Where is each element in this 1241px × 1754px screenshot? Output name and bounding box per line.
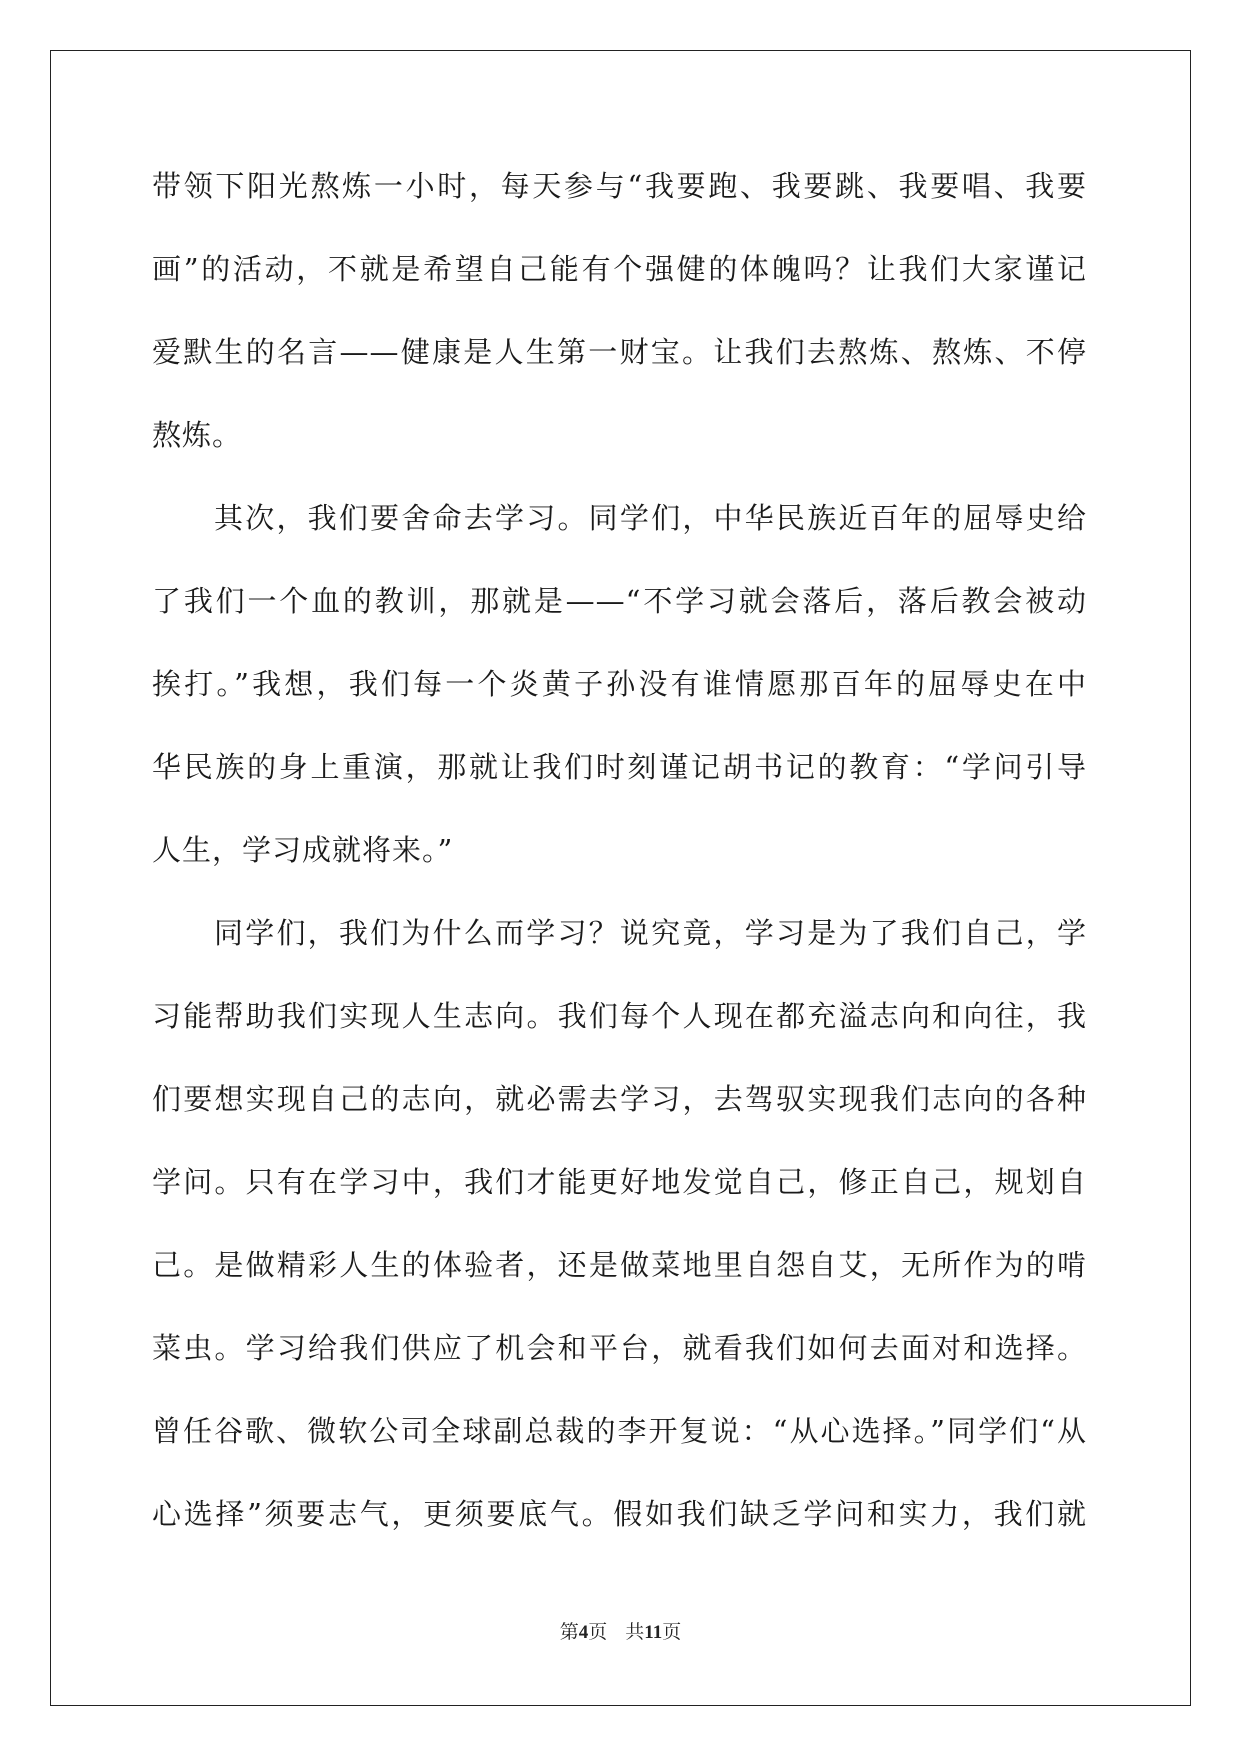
total-page-number: 11 [644,1622,663,1643]
text-line: 熬炼。 [152,418,243,452]
current-page-number: 4 [578,1622,589,1643]
document-body [152,165,1087,1576]
text-line: 习能帮助我们实现人生志向。我们每个人现在都充溢志向和向往，我 [152,999,1087,1033]
total-suffix: 页 [662,1622,682,1643]
page-prefix: 第 [559,1622,579,1643]
text-line: 爱默生的名言——健康是人生第一财宝。让我们去熬炼、熬炼、不停 [152,335,1087,369]
text-line: 画”的活动，不就是希望自己能有个强健的体魄吗？让我们大家谨记 [152,252,1087,286]
text-line: 同学们，我们为什么而学习？说究竟，学习是为了我们自己，学 [214,916,1087,950]
text-line: 心选择”须要志气，更须要底气。假如我们缺乏学问和实力，我们就 [152,1497,1087,1531]
text-line: 其次，我们要舍命去学习。同学们，中华民族近百年的屈辱史给 [214,501,1087,535]
text-line: 学问。只有在学习中，我们才能更好地发觉自己，修正自己，规划自 [152,1165,1087,1199]
text-line: 曾任谷歌、微软公司全球副总裁的李开复说：“从心选择。”同学们“从 [152,1414,1087,1448]
text-line: 挨打。”我想，我们每一个炎黄子孙没有谁情愿那百年的屈辱史在中 [152,667,1087,701]
page-suffix: 页 [588,1622,608,1643]
text-line: 华民族的身上重演，那就让我们时刻谨记胡书记的教育：“学问引导 [152,750,1087,784]
text-line: 己。是做精彩人生的体验者，还是做菜地里自怨自艾，无所作为的啃 [152,1248,1087,1282]
text-line: 菜虫。学习给我们供应了机会和平台，就看我们如何去面对和选择。 [152,1331,1087,1365]
text-line: 人生，学习成就将来。” [152,833,454,867]
page-footer [0,1617,1241,1644]
text-line: 带领下阳光熬炼一小时，每天参与“我要跑、我要跳、我要唱、我要 [152,169,1087,203]
text-line: 了我们一个血的教训，那就是——“不学习就会落后，落后教会被动 [152,584,1087,618]
total-prefix: 共 [625,1622,645,1643]
text-line: 们要想实现自己的志向，就必需去学习，去驾驭实现我们志向的各种 [152,1082,1087,1116]
